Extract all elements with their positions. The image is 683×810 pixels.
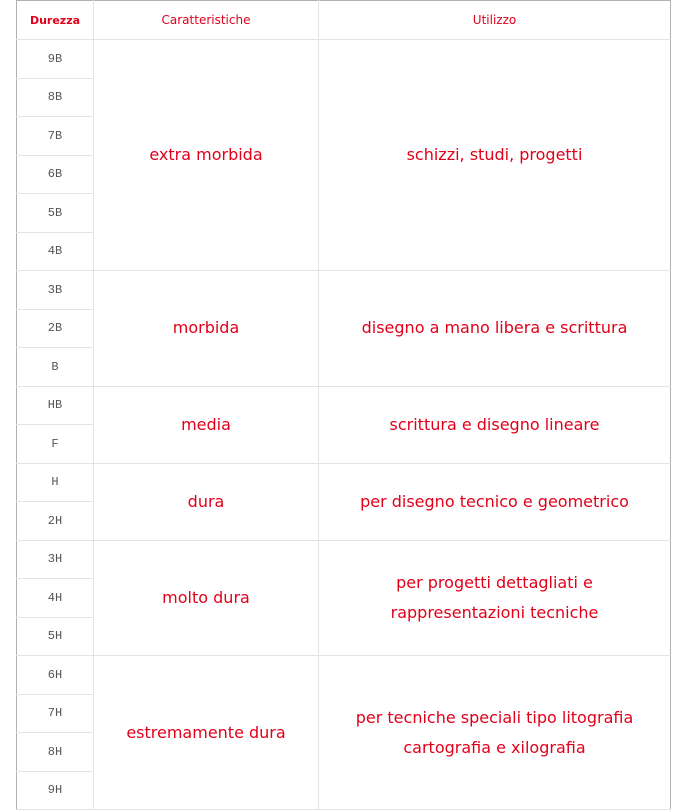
caratteristiche-cell: molto dura	[94, 540, 319, 656]
utilizzo-cell	[319, 656, 671, 810]
pencil-hardness-table	[16, 0, 671, 810]
utilizzo-cell	[319, 271, 671, 387]
hardness-grade-cell: 2H	[17, 502, 94, 541]
header-durezza: Durezza	[17, 1, 94, 40]
hardness-grade-cell: F	[17, 425, 94, 464]
caratteristiche-cell: extra morbida	[94, 40, 319, 271]
table-row	[17, 386, 671, 425]
table-row	[17, 540, 671, 579]
caratteristiche-cell: dura	[94, 463, 319, 540]
header-utilizzo: Utilizzo	[319, 1, 671, 40]
hardness-grade-cell: 4H	[17, 579, 94, 618]
table-row	[17, 40, 671, 79]
hardness-grade-cell: H	[17, 463, 94, 502]
utilizzo-text-line: schizzi, studi, progetti	[406, 145, 583, 164]
hardness-grade-cell: 6B	[17, 155, 94, 194]
table-row	[17, 656, 671, 695]
hardness-grade-cell: 5H	[17, 617, 94, 656]
table-header-row	[17, 1, 671, 40]
table-row	[17, 271, 671, 310]
utilizzo-cell	[319, 463, 671, 540]
hardness-grade-cell: 9H	[17, 771, 94, 810]
hardness-grade-cell: 5B	[17, 194, 94, 233]
caratteristiche-cell: morbida	[94, 271, 319, 387]
hardness-grade-cell: HB	[17, 386, 94, 425]
hardness-grade-cell: 8B	[17, 78, 94, 117]
hardness-grade-cell: 3H	[17, 540, 94, 579]
hardness-grade-cell: 2B	[17, 309, 94, 348]
hardness-grade-cell: 9B	[17, 40, 94, 79]
table-body	[17, 40, 671, 810]
utilizzo-text-line: rappresentazioni tecniche	[390, 602, 599, 622]
utilizzo-text-line: disegno a mano libera e scrittura	[361, 318, 628, 338]
hardness-grade-cell: 7H	[17, 694, 94, 733]
utilizzo-text-line: cartografia e xilografia	[403, 737, 586, 757]
utilizzo-cell	[319, 540, 671, 656]
header-caratteristiche: Caratteristiche	[94, 1, 319, 40]
hardness-grade-cell: 3B	[17, 271, 94, 310]
caratteristiche-cell: estremamente dura	[94, 656, 319, 810]
hardness-grade-cell: 6H	[17, 656, 94, 695]
utilizzo-text-line: scrittura e disegno lineare	[389, 414, 600, 434]
hardness-grade-cell: 8H	[17, 733, 94, 772]
table-row	[17, 463, 671, 502]
hardness-grade-cell: 4B	[17, 232, 94, 271]
utilizzo-text-line: per tecniche speciali tipo litografia	[355, 707, 634, 727]
utilizzo-text-line: per progetti dettagliati e	[396, 572, 593, 592]
utilizzo-text-line: per disegno tecnico e geometrico	[360, 491, 629, 511]
caratteristiche-cell: media	[94, 386, 319, 463]
hardness-grade-cell: B	[17, 348, 94, 387]
hardness-grade-cell: 7B	[17, 117, 94, 156]
utilizzo-cell	[319, 40, 671, 271]
utilizzo-cell	[319, 386, 671, 463]
